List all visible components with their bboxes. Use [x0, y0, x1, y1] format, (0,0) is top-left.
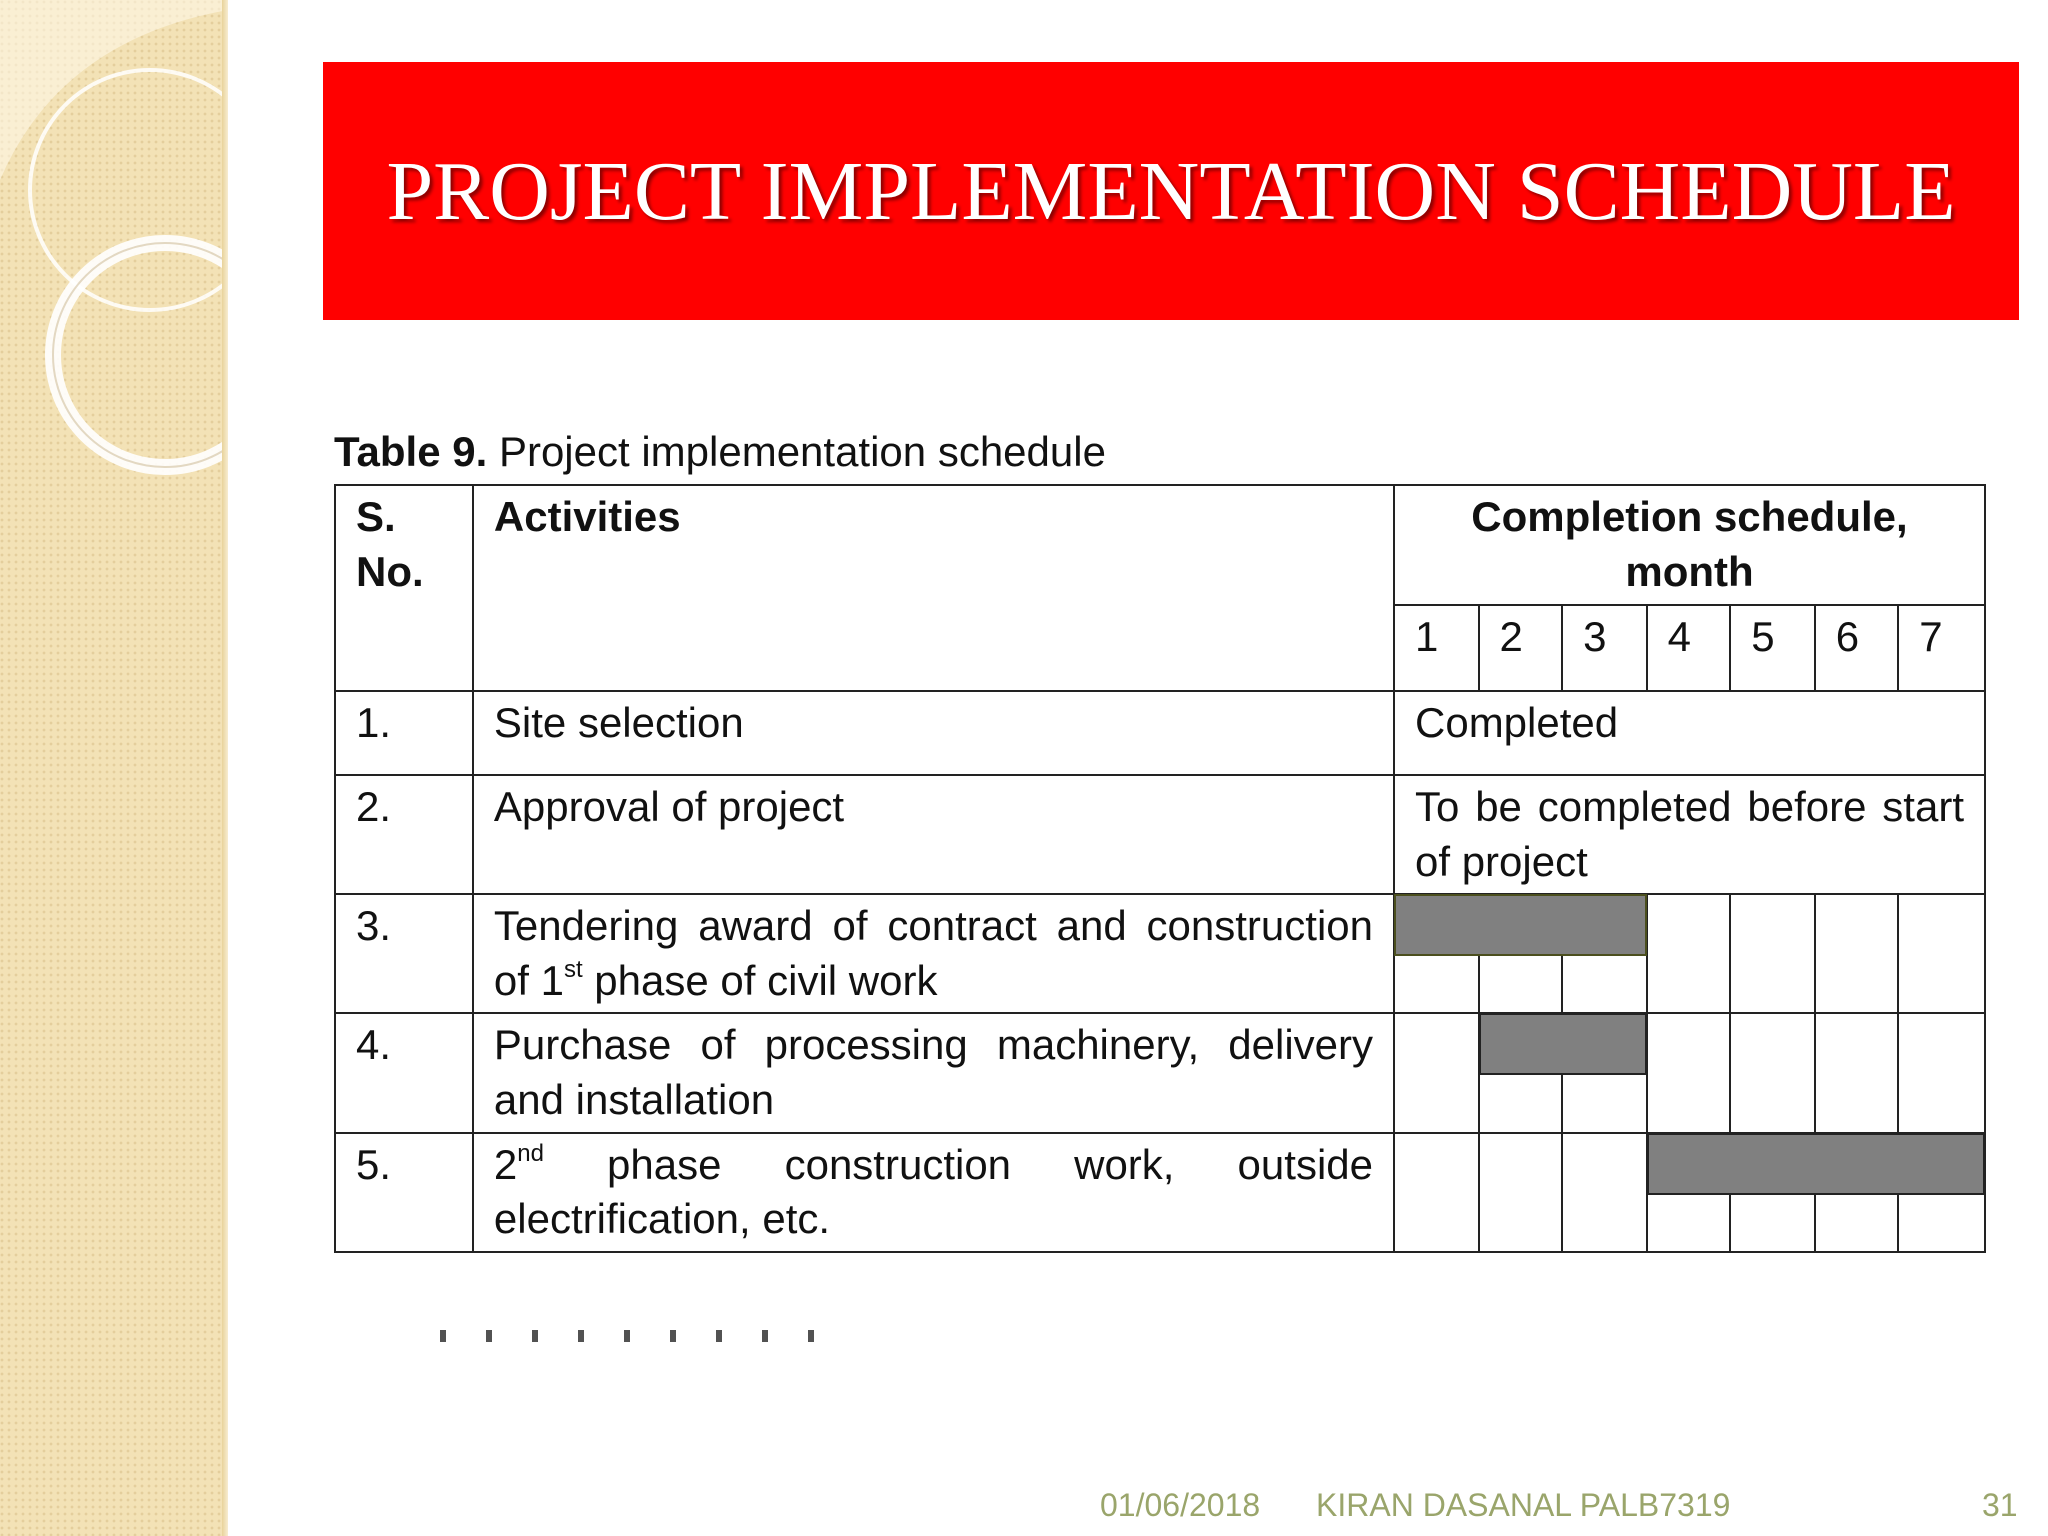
row-activity: Site selection	[473, 691, 1394, 775]
month-header: 7	[1898, 605, 1985, 691]
gantt-cell	[1815, 894, 1899, 1013]
gantt-cell	[1647, 894, 1731, 1013]
row-activity-superscript: st	[563, 955, 583, 983]
row-activity-text: 2	[493, 1140, 518, 1188]
gantt-cell	[1394, 1133, 1479, 1252]
gantt-cell	[1647, 1013, 1731, 1132]
table-caption-label: Table 9.	[334, 428, 488, 475]
row-sno: 2.	[335, 775, 473, 894]
decorative-side-strip	[0, 0, 228, 1536]
row-status: Completed	[1394, 691, 1985, 775]
gantt-cell	[1562, 1133, 1647, 1252]
month-header: 4	[1647, 605, 1731, 691]
gantt-cell	[1898, 1013, 1985, 1132]
row-activity: Purchase of processing machinery, delivery and installation	[473, 1013, 1394, 1132]
month-header: 3	[1562, 605, 1647, 691]
gantt-bar	[1647, 1133, 1985, 1195]
gantt-bar	[1479, 1013, 1647, 1075]
cropped-text-line	[440, 1330, 820, 1342]
table-caption-text: Project implementation schedule	[487, 428, 1106, 475]
row-activity-superscript: nd	[517, 1139, 544, 1167]
gantt-cell	[1898, 894, 1985, 1013]
table-row	[335, 894, 1985, 1013]
table-row	[335, 775, 1985, 894]
row-sno: 1.	[335, 691, 473, 775]
footer-page-number: 31	[1982, 1487, 2018, 1523]
slide-title: PROJECT IMPLEMENTATION SCHEDULE	[386, 144, 1956, 238]
footer-author: KIRAN DASANAL PALB7319	[1316, 1487, 1731, 1523]
decorative-rings	[0, 0, 228, 1536]
header-activities: Activities	[473, 485, 1394, 691]
row-sno: 4.	[335, 1013, 473, 1132]
title-banner	[323, 62, 2019, 320]
month-header: 5	[1730, 605, 1815, 691]
month-header: 1	[1394, 605, 1479, 691]
row-status: To be completed before start of project	[1394, 775, 1985, 894]
side-strip-edge	[222, 0, 228, 1536]
row-activity: Approval of project	[473, 775, 1394, 894]
gantt-cell	[1730, 894, 1815, 1013]
gantt-bar	[1394, 894, 1647, 956]
row-activity-text: Tendering award of contract and construction of 1	[493, 902, 1373, 1004]
header-completion-schedule: Completion schedule, month	[1394, 485, 1985, 605]
table-header-row	[335, 485, 1985, 605]
header-sno: S. No.	[335, 485, 473, 691]
table-row	[335, 691, 1985, 775]
row-activity	[473, 894, 1394, 1013]
row-activity-text: phase of civil work	[582, 956, 938, 1004]
gantt-cell	[1815, 1013, 1899, 1132]
gantt-cell	[1479, 1133, 1563, 1252]
table-row	[335, 1013, 1985, 1132]
month-header: 6	[1815, 605, 1899, 691]
row-sno: 5.	[335, 1133, 473, 1252]
row-activity-text: phase construction work, outside electrification, etc.	[493, 1140, 1373, 1243]
footer-date: 01/06/2018	[1100, 1487, 1261, 1523]
table-caption	[334, 428, 1106, 476]
month-header: 2	[1479, 605, 1563, 691]
row-sno: 3.	[335, 894, 473, 1013]
gantt-cell	[1730, 1013, 1815, 1132]
gantt-cell	[1394, 1013, 1479, 1132]
row-activity	[473, 1133, 1394, 1252]
